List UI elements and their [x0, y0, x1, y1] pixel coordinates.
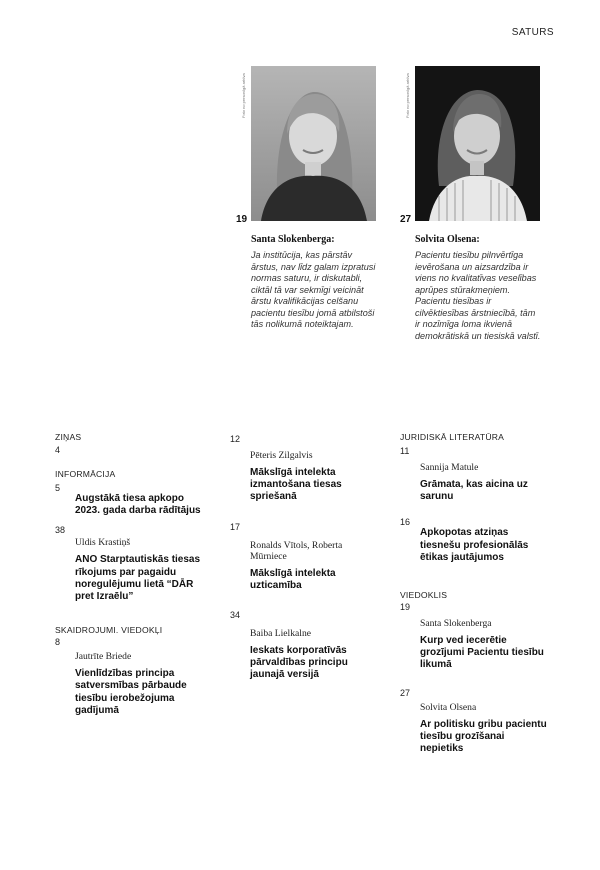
toc-article-title: Grāmata, kas aicina uz sarunu — [420, 479, 528, 503]
toc-article-title: Ieskats korporatīvās pārvaldības principu jaunajā versijā — [250, 645, 348, 681]
toc-column-1 — [55, 432, 205, 717]
toc-column-3 — [400, 432, 550, 755]
toc-article-title: Kurp ved iecerētie grozījumi Pacientu tiesību likumā — [420, 635, 544, 671]
toc-author: Ronalds Vītols, Roberta Mūrniece — [250, 539, 343, 562]
toc-entry[interactable] — [230, 522, 380, 592]
toc-article-title: Mākslīgā intelekta uzticamība — [250, 567, 336, 591]
toc-article-title: Ar politisku gribu pacientu tiesību grozīšanai nepietiks — [420, 718, 547, 755]
toc-section-heading: VIEDOKLIS — [400, 590, 448, 601]
featured-quote: Ja institūcija, kas pārstāv ārstus, nav līdz galam izpratusi normas saturu, ir diskutabli, ciktāl tā var sekmīgi veicināt ārstu kvalifikācijas celšanu pacientu tiesību jomā atbilstoši tās nolikumā noteiktajam. — [251, 250, 376, 329]
toc-author: Baiba Lielkalne — [250, 628, 312, 640]
toc-page-number: 5 — [55, 483, 61, 493]
photo-credit: Foto no personīgā arhīva — [405, 73, 410, 118]
toc-page-number: 16 — [400, 517, 411, 528]
toc-entry[interactable] — [230, 610, 380, 682]
toc-entry[interactable] — [230, 434, 380, 504]
toc-entry[interactable] — [55, 637, 205, 717]
toc-page-number: 8 — [55, 637, 61, 648]
toc-article-title: ANO Starptautiskās tiesas rīkojums par pagaidu noregulējumu lietā “DĀR pret Izraēlu” — [75, 554, 201, 603]
section-header: SATURS — [511, 27, 554, 38]
toc-entry[interactable] — [400, 517, 550, 564]
toc-page-number: 27 — [400, 687, 411, 698]
portrait-photo — [251, 66, 376, 221]
toc-entry[interactable] — [400, 602, 550, 672]
photo-credit: Foto no personīgā arhīva — [241, 73, 246, 118]
toc-page-number: 4 — [55, 445, 61, 455]
toc-page-number: 34 — [230, 610, 241, 621]
toc-section-heading: ZIŅAS — [55, 432, 82, 442]
toc-author: Sannija Matule — [420, 462, 479, 473]
toc-section-heading: INFORMĀCIJA — [55, 469, 116, 479]
featured-page-number: 19 — [236, 214, 248, 225]
toc-article-title: Apkopotas atziņas tiesnešu profesionālās ētikas jautājumos — [420, 527, 529, 563]
featured-name: Santa Slokenberga: — [251, 234, 335, 245]
toc-page-number: 17 — [230, 521, 241, 532]
toc-column-2 — [230, 432, 380, 682]
toc-article-title: Augstākā tiesa apkopo 2023. gada darba rādītājus — [75, 493, 201, 517]
toc-author: Santa Slokenberga — [420, 618, 492, 630]
toc-article-title: Mākslīgā intelekta izmantošana tiesas spriešanā — [250, 467, 342, 503]
toc-author: Solvita Olsena — [420, 701, 477, 713]
toc-section-heading: SKAIDROJUMI. VIEDOKĻI — [55, 625, 163, 636]
toc-author: Pēteris Zilgalvis — [250, 450, 313, 461]
toc-entry[interactable] — [400, 446, 550, 503]
toc-page-number: 19 — [400, 602, 411, 613]
featured-quote: Pacientu tiesību pilnvērtīga ievērošana un aizsardzība ir viens no kvalitatīvas veselības aprūpes stūrakmeņiem. Pacientu tiesības ir cilvēktiesības ārstniecībā, tām ir nozīmīga loma ikvienā demokrātiskā un tiesiskā valstī. — [415, 250, 541, 341]
toc-entry[interactable] — [400, 688, 550, 756]
toc-section-heading: JURIDISKĀ LITERATŪRA — [400, 432, 505, 442]
toc-entry[interactable] — [55, 483, 205, 517]
toc-author: Jautrīte Briede — [75, 651, 132, 663]
toc-page-number: 38 — [55, 525, 66, 536]
toc-author: Uldis Krastiņš — [75, 537, 131, 549]
portrait-photo — [415, 66, 540, 221]
toc-page-number: 11 — [400, 446, 410, 456]
toc-entry[interactable] — [55, 525, 205, 603]
featured-page-number: 27 — [400, 214, 412, 225]
toc-page-number: 12 — [230, 434, 241, 444]
featured-name: Solvita Olsena: — [415, 234, 480, 245]
toc-article-title: Vienlīdzības principa satversmības pārbaude tiesību ierobežojuma gadījumā — [75, 668, 187, 716]
